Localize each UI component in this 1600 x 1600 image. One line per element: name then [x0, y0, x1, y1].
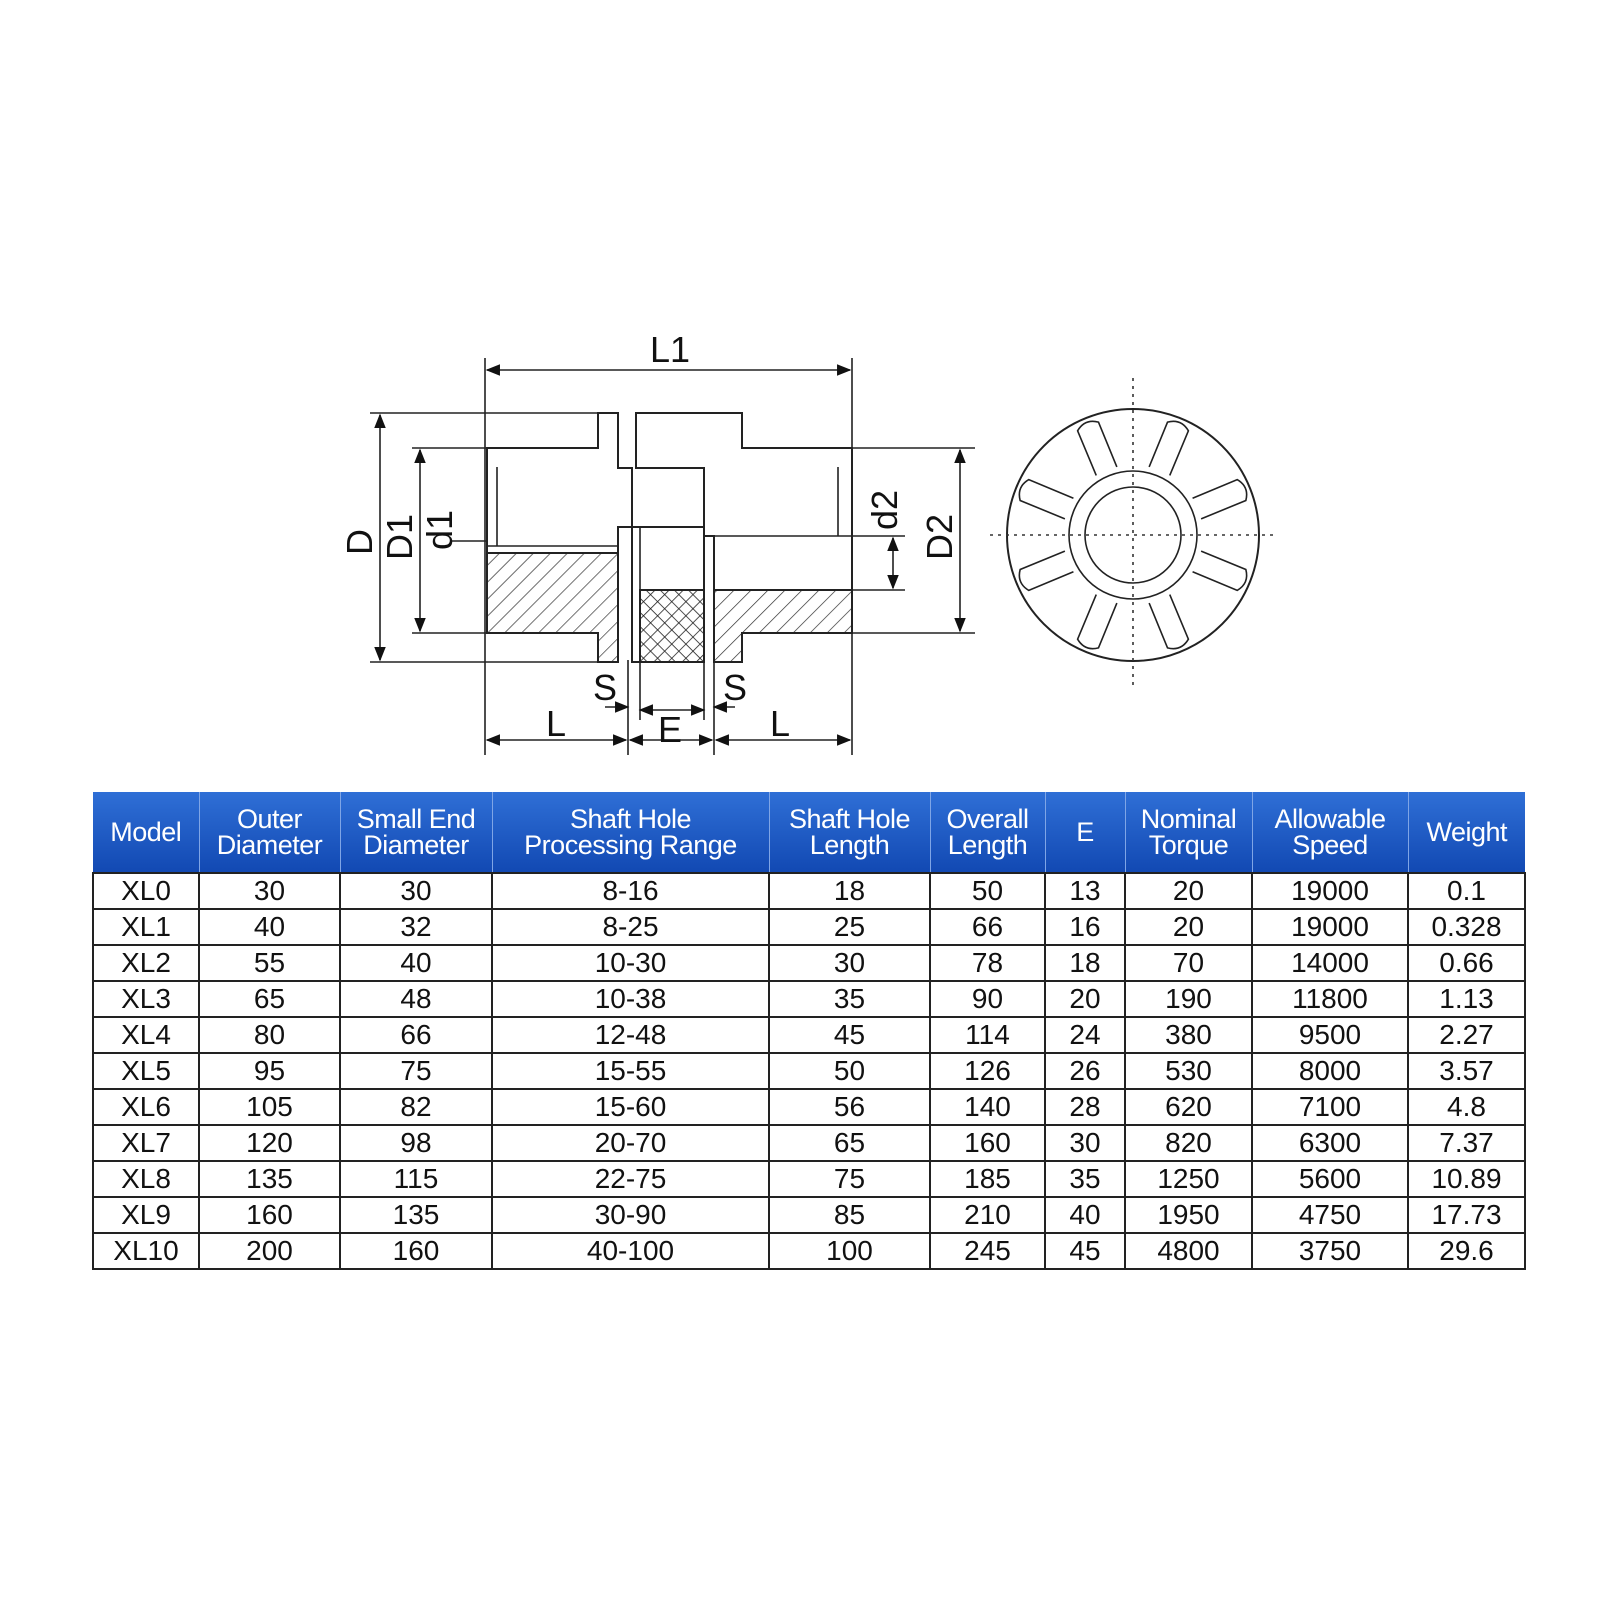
column-header-line: Overall	[946, 804, 1029, 834]
table-cell: 28	[1045, 1089, 1125, 1125]
table-cell: 200	[199, 1233, 340, 1269]
table-cell: 20	[1125, 909, 1252, 945]
table-cell: 75	[340, 1053, 492, 1089]
model-cell: XL3	[93, 981, 199, 1017]
table-cell: 40	[340, 945, 492, 981]
table-cell: 7.37	[1408, 1125, 1525, 1161]
table-cell: 0.328	[1408, 909, 1525, 945]
table-body	[93, 873, 1525, 1269]
model-cell: XL2	[93, 945, 199, 981]
table-cell: 210	[930, 1197, 1045, 1233]
table-cell: 115	[340, 1161, 492, 1197]
table-cell: 140	[930, 1089, 1045, 1125]
table-row	[93, 909, 1525, 945]
table-cell: 120	[199, 1125, 340, 1161]
table-cell: 98	[340, 1125, 492, 1161]
table-cell: 160	[199, 1197, 340, 1233]
column-header-line: Model	[110, 817, 182, 847]
table-cell: 12-48	[492, 1017, 769, 1053]
table-cell: 22-75	[492, 1161, 769, 1197]
label-L-left: L	[546, 703, 567, 744]
label-d1: d1	[419, 509, 460, 550]
table-cell: 3.57	[1408, 1053, 1525, 1089]
table-cell: 19000	[1252, 873, 1408, 909]
table-cell: 620	[1125, 1089, 1252, 1125]
table-cell: 95	[199, 1053, 340, 1089]
table-cell: 1250	[1125, 1161, 1252, 1197]
table-cell: 48	[340, 981, 492, 1017]
side-view	[370, 358, 975, 755]
table-row	[93, 873, 1525, 909]
column-header	[1045, 792, 1125, 873]
column-header	[340, 792, 492, 873]
table-cell: 10-38	[492, 981, 769, 1017]
column-header-line: Torque	[1148, 830, 1229, 860]
column-header-line: Weight	[1426, 817, 1508, 847]
table-cell: 530	[1125, 1053, 1252, 1089]
table-cell: 40	[199, 909, 340, 945]
table-cell: 14000	[1252, 945, 1408, 981]
table-cell: 56	[769, 1089, 930, 1125]
table-cell: 35	[1045, 1161, 1125, 1197]
table-row	[93, 1197, 1525, 1233]
table-cell: 32	[340, 909, 492, 945]
label-D: D	[339, 529, 380, 555]
table-cell: 13	[1045, 873, 1125, 909]
table-cell: 135	[340, 1197, 492, 1233]
table-cell: 82	[340, 1089, 492, 1125]
table-cell: 8-16	[492, 873, 769, 909]
table-cell: 185	[930, 1161, 1045, 1197]
table-cell: 25	[769, 909, 930, 945]
table-cell: 40	[1045, 1197, 1125, 1233]
column-header	[93, 792, 199, 873]
table-cell: 20	[1045, 981, 1125, 1017]
table-cell: 6300	[1252, 1125, 1408, 1161]
table-cell: 40-100	[492, 1233, 769, 1269]
table-cell: 29.6	[1408, 1233, 1525, 1269]
table-cell: 85	[769, 1197, 930, 1233]
table-cell: 20	[1125, 873, 1252, 909]
table-cell: 105	[199, 1089, 340, 1125]
model-cell: XL4	[93, 1017, 199, 1053]
column-header-line: Outer	[236, 804, 303, 834]
table-cell: 18	[1045, 945, 1125, 981]
spec-table	[92, 792, 1526, 1270]
table-cell: 65	[199, 981, 340, 1017]
label-E: E	[658, 709, 683, 750]
column-header-line: Shaft Hole	[788, 804, 911, 834]
table-row	[93, 1089, 1525, 1125]
column-header-line: Processing Range	[524, 830, 737, 860]
table-cell: 10-30	[492, 945, 769, 981]
table-cell: 2.27	[1408, 1017, 1525, 1053]
model-cell: XL6	[93, 1089, 199, 1125]
table-cell: 30	[199, 873, 340, 909]
table-cell: 18	[769, 873, 930, 909]
table-cell: 0.66	[1408, 945, 1525, 981]
table-row	[93, 1053, 1525, 1089]
label-L-right: L	[770, 703, 791, 744]
model-cell: XL5	[93, 1053, 199, 1089]
column-header	[199, 792, 340, 873]
table-cell: 135	[199, 1161, 340, 1197]
table-cell: 4800	[1125, 1233, 1252, 1269]
table-cell: 1950	[1125, 1197, 1252, 1233]
table-cell: 15-55	[492, 1053, 769, 1089]
table-cell: 50	[930, 873, 1045, 909]
table-cell: 70	[1125, 945, 1252, 981]
column-header-line: Length	[947, 830, 1028, 860]
table-cell: 190	[1125, 981, 1252, 1017]
column-header	[492, 792, 769, 873]
model-cell: XL9	[93, 1197, 199, 1233]
column-header	[1125, 792, 1252, 873]
column-header-line: Diameter	[363, 830, 469, 860]
table-cell: 26	[1045, 1053, 1125, 1089]
label-L1: L1	[650, 329, 691, 370]
table-cell: 1.13	[1408, 981, 1525, 1017]
table-cell: 3750	[1252, 1233, 1408, 1269]
table-cell: 66	[930, 909, 1045, 945]
table-cell: 30	[769, 945, 930, 981]
table-cell: 820	[1125, 1125, 1252, 1161]
column-header-line: Speed	[1292, 830, 1368, 860]
table-cell: 114	[930, 1017, 1045, 1053]
table-cell: 9500	[1252, 1017, 1408, 1053]
table-cell: 30-90	[492, 1197, 769, 1233]
table-row	[93, 1125, 1525, 1161]
column-header-line: E	[1076, 817, 1094, 847]
column-header	[769, 792, 930, 873]
table-cell: 15-60	[492, 1089, 769, 1125]
column-header	[930, 792, 1045, 873]
table-cell: 5600	[1252, 1161, 1408, 1197]
model-cell: XL10	[93, 1233, 199, 1269]
table-cell: 78	[930, 945, 1045, 981]
table-cell: 11800	[1252, 981, 1408, 1017]
column-header-line: Length	[809, 830, 890, 860]
table-cell: 0.1	[1408, 873, 1525, 909]
table-cell: 160	[930, 1125, 1045, 1161]
label-d2: d2	[864, 489, 905, 530]
table-cell: 8-25	[492, 909, 769, 945]
model-cell: XL0	[93, 873, 199, 909]
table-cell: 10.89	[1408, 1161, 1525, 1197]
table-cell: 245	[930, 1233, 1045, 1269]
table-row	[93, 1017, 1525, 1053]
table-cell: 4750	[1252, 1197, 1408, 1233]
label-D1: D1	[379, 513, 420, 560]
table-cell: 65	[769, 1125, 930, 1161]
table-cell: 90	[930, 981, 1045, 1017]
table-cell: 66	[340, 1017, 492, 1053]
column-header	[1408, 792, 1525, 873]
table-row	[93, 981, 1525, 1017]
table-cell: 30	[340, 873, 492, 909]
table-cell: 24	[1045, 1017, 1125, 1053]
table-cell: 50	[769, 1053, 930, 1089]
table-cell: 30	[1045, 1125, 1125, 1161]
table-cell: 19000	[1252, 909, 1408, 945]
table-row	[93, 1161, 1525, 1197]
column-header	[1252, 792, 1408, 873]
column-header-line: Diameter	[216, 830, 323, 860]
table-row	[93, 1233, 1525, 1269]
table-cell: 4.8	[1408, 1089, 1525, 1125]
table-cell: 75	[769, 1161, 930, 1197]
table-cell: 45	[769, 1017, 930, 1053]
label-S-right: S	[723, 667, 748, 708]
table-cell: 7100	[1252, 1089, 1408, 1125]
table-cell: 20-70	[492, 1125, 769, 1161]
column-header-line: Allowable	[1274, 804, 1386, 834]
model-cell: XL8	[93, 1161, 199, 1197]
column-header-line: Shaft Hole	[569, 804, 692, 834]
column-header-line: Small End	[356, 804, 476, 834]
table-cell: 380	[1125, 1017, 1252, 1053]
model-cell: XL7	[93, 1125, 199, 1161]
model-cell: XL1	[93, 909, 199, 945]
table-cell: 16	[1045, 909, 1125, 945]
table-cell: 160	[340, 1233, 492, 1269]
table-cell: 100	[769, 1233, 930, 1269]
table-cell: 55	[199, 945, 340, 981]
table-cell: 45	[1045, 1233, 1125, 1269]
table-row	[93, 945, 1525, 981]
column-header-line: Nominal	[1140, 804, 1237, 834]
table-header-row	[93, 792, 1525, 873]
table-cell: 17.73	[1408, 1197, 1525, 1233]
coupling-drawing	[0, 0, 1600, 790]
table-cell: 35	[769, 981, 930, 1017]
table-cell: 80	[199, 1017, 340, 1053]
label-S-left: S	[593, 667, 618, 708]
table-cell: 126	[930, 1053, 1045, 1089]
label-D2: D2	[919, 513, 960, 560]
end-view	[990, 378, 1276, 690]
table-cell: 8000	[1252, 1053, 1408, 1089]
